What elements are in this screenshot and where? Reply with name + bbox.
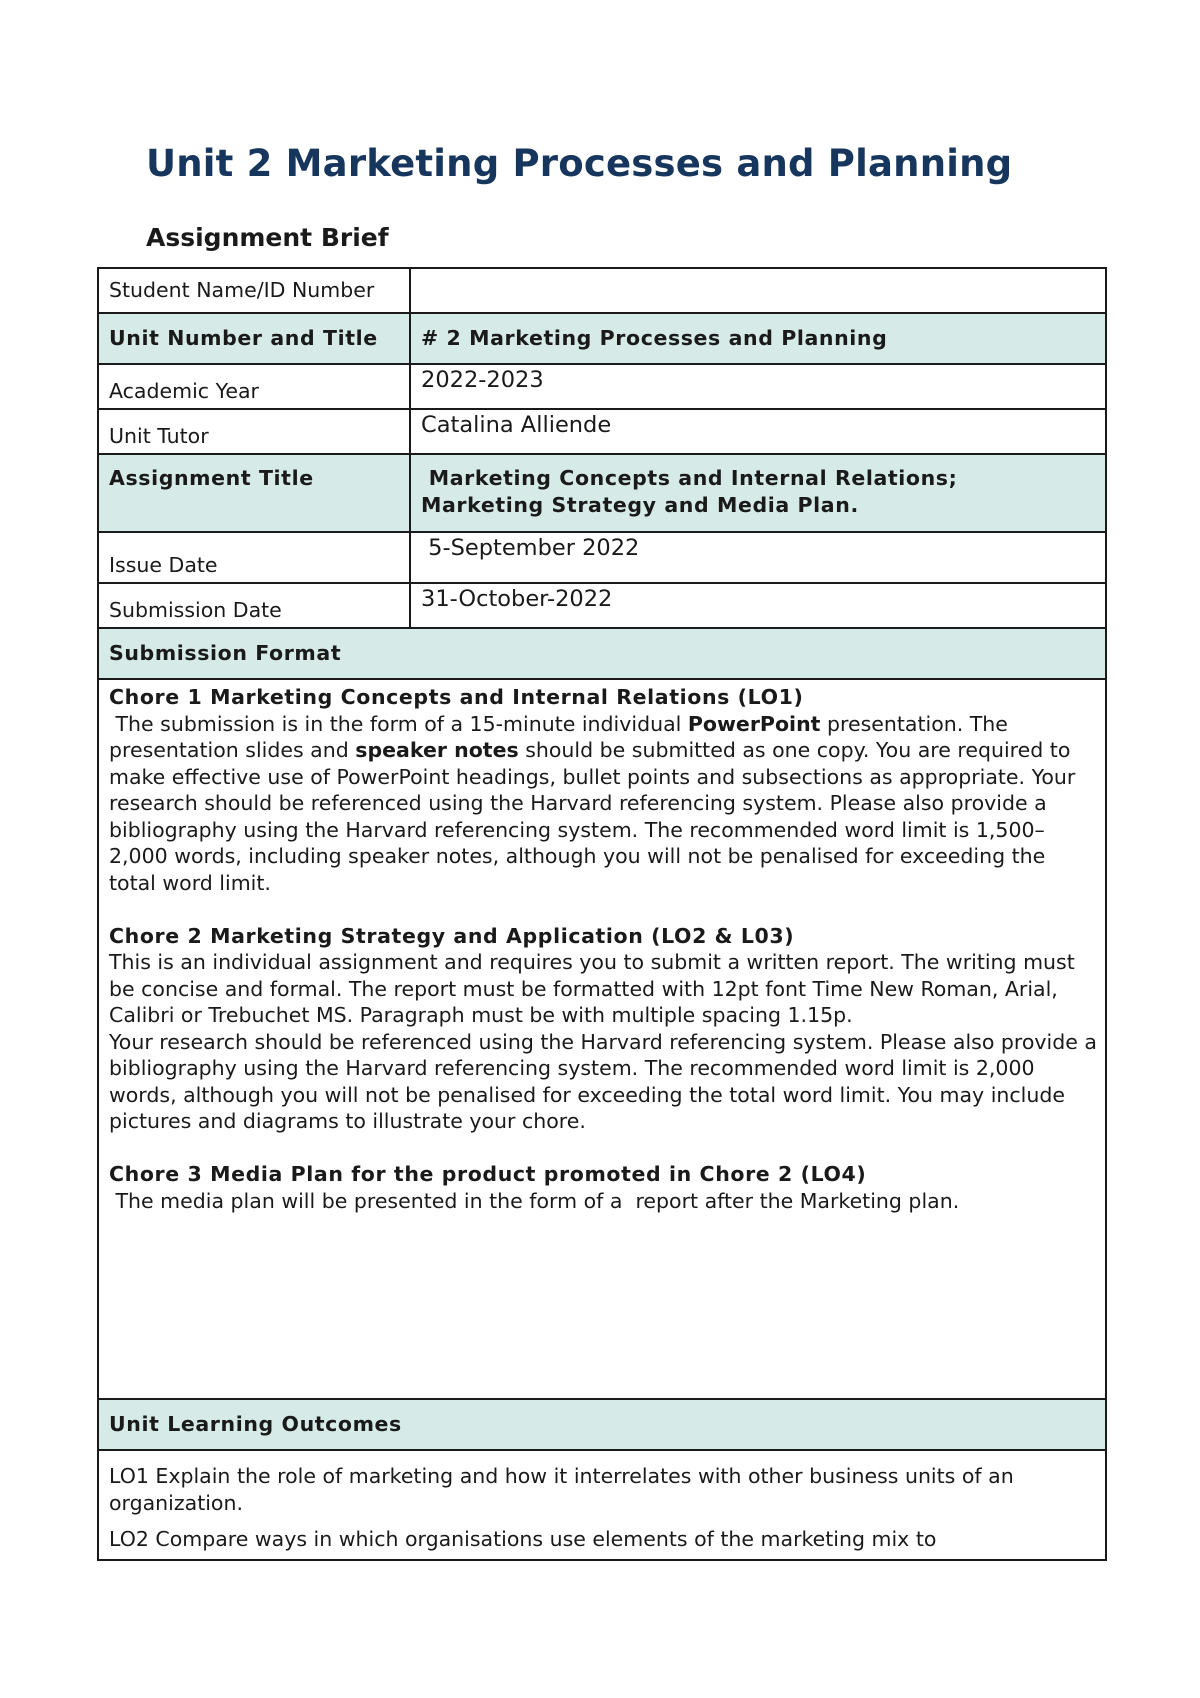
student-label: Student Name/ID Number — [98, 268, 410, 313]
learning-outcomes-body — [98, 1450, 1106, 1560]
row-tutor — [98, 409, 1106, 454]
row-unit — [98, 313, 1106, 364]
row-learning-outcomes-body — [98, 1450, 1106, 1560]
learning-outcome-item: LO2 Compare ways in which organisations use elements of the marketing mix to — [109, 1527, 937, 1551]
chore3-heading: Chore 3 Media Plan for the product promoted in Chore 2 (LO4) — [109, 1162, 867, 1186]
row-issue-date — [98, 532, 1106, 583]
chore3-text: The media plan will be presented in the form of a report after the Marketing plan. — [109, 1188, 960, 1213]
row-submission-format-body — [98, 679, 1106, 1399]
row-learning-outcomes-heading — [98, 1399, 1106, 1450]
spacer — [109, 1135, 1097, 1162]
assignment-title-label: Assignment Title — [98, 454, 410, 532]
unit-value: # 2 Marketing Processes and Planning — [410, 313, 1106, 364]
assignment-title-line1: Marketing Concepts and Internal Relations; — [421, 466, 958, 490]
student-value — [410, 268, 1106, 313]
assignment-title-value — [410, 454, 1106, 532]
assignment-brief-table — [97, 267, 1107, 1561]
row-student — [98, 268, 1106, 313]
year-value: 2022-2023 — [410, 364, 1106, 409]
assignment-title-line2: Marketing Strategy and Media Plan. — [421, 492, 859, 517]
tutor-value: Catalina Alliende — [410, 409, 1106, 454]
page-title: Unit 2 Marketing Processes and Planning — [146, 142, 1013, 185]
unit-label: Unit Number and Title — [98, 313, 410, 364]
chore1-text — [109, 711, 1097, 897]
tutor-label: Unit Tutor — [98, 409, 410, 454]
issue-date-label: Issue Date — [98, 532, 410, 583]
submission-format-body — [98, 679, 1106, 1399]
chore1-bold-speaker-notes: speaker notes — [355, 738, 519, 762]
submission-date-value: 31-October-2022 — [410, 583, 1106, 628]
submission-format-heading: Submission Format — [98, 628, 1106, 679]
chore1-heading: Chore 1 Marketing Concepts and Internal Relations (LO1) — [109, 685, 804, 709]
spacer — [109, 896, 1097, 923]
row-assignment-title — [98, 454, 1106, 532]
chore2-heading: Chore 2 Marketing Strategy and Application (LO2 & L03) — [109, 923, 795, 948]
page-subtitle: Assignment Brief — [146, 223, 389, 252]
chore1-text-c: should be submitted as one copy. You are required to make effective use of PowerPoint headings, bullet points and subsections as appropriate. Your research should be referenced using the Harvard referencing system. Please also provide a bibliography using the Harvard referencing system. The recommended word limit is 1,500–2,000 words, including speaker notes, although you will not be penalised for exceeding the total word limit. — [109, 738, 1076, 895]
submission-date-label: Submission Date — [98, 583, 410, 628]
chore1-text-b: presentation. The presentation slides and — [109, 711, 1008, 762]
row-submission-date — [98, 583, 1106, 628]
issue-date-value: 5-September 2022 — [410, 532, 1106, 583]
learning-outcomes-heading: Unit Learning Outcomes — [98, 1399, 1106, 1450]
year-label: Academic Year — [98, 364, 410, 409]
learning-outcome-item: LO1 Explain the role of marketing and how it interrelates with other business units of an organization. — [109, 1464, 1014, 1515]
chore2-paragraph-2: Your research should be referenced using the Harvard referencing system. Please also provide a bibliography using the Harvard referencing system. The recommended word limit is 2,000 words, although you will not be penalised for exceeding the total word limit. You may include pictures and diagrams to illustrate your chore. — [109, 1029, 1097, 1133]
row-year — [98, 364, 1106, 409]
chore1-text-a: The submission is in the form of a 15-minute individual — [109, 711, 688, 736]
chore1-bold-powerpoint: PowerPoint — [687, 711, 821, 736]
chore2-paragraph-1: This is an individual assignment and requires you to submit a written report. The writing must be concise and formal. The report must be formatted with 12pt font Time New Roman, Arial, Calibri or Trebuchet MS. Paragraph must be with multiple spacing 1.15p. — [109, 950, 1075, 1027]
row-submission-format-heading — [98, 628, 1106, 679]
